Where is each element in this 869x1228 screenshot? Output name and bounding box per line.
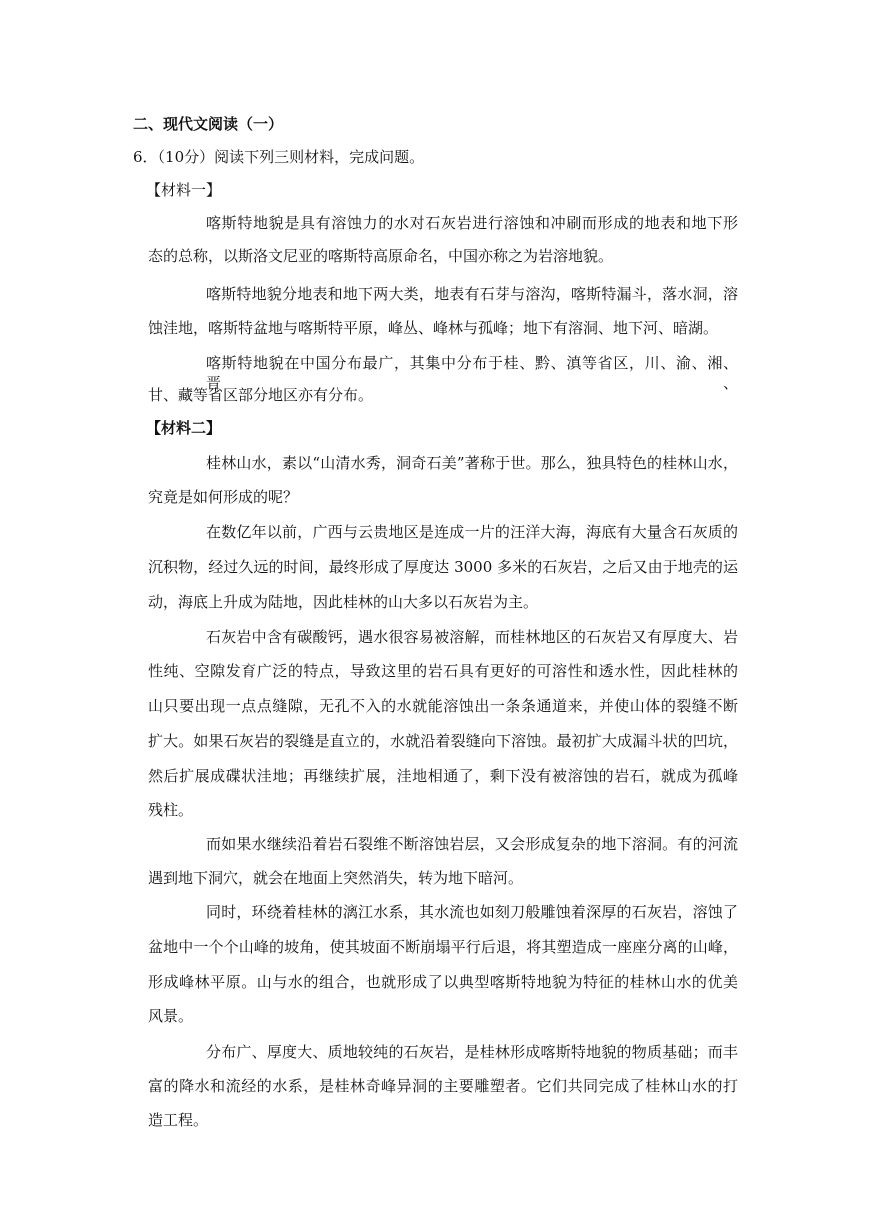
material2-p3-line4: 扩大。如果石灰岩的裂缝是直立的，水就沿着裂缝向下溶蚀。最初扩大成漏斗状的凹坑， bbox=[148, 732, 738, 750]
material2-p5-line2: 盆地中一个个山峰的坡角，使其坡面不断崩塌平行后退，将其塑造成一座座分离的山峰， bbox=[148, 938, 738, 956]
material2-p5-line3: 形成峰林平原。山与水的组合，也就形成了以典型喀斯特地貌为特征的桂林山水的优美 bbox=[148, 973, 738, 991]
material2-p6-line2: 富的降水和流经的水系，是桂林奇峰异洞的主要雕塑者。它们共同完成了桂林山水的打 bbox=[148, 1077, 738, 1095]
material2-p1-line1: 桂林山水，素以“山清水秀，洞奇石美”著称于世。那么，独具特色的桂林山水， bbox=[206, 454, 738, 472]
material2-p6-line1: 分布广、厚度大、质地较纯的石灰岩，是桂林形成喀斯特地貌的物质基础；而丰 bbox=[206, 1043, 738, 1061]
section-title: 二、现代文阅读（一） bbox=[133, 115, 284, 133]
question-header: 6．（10分）阅读下列三则材料，完成问题。 bbox=[133, 148, 425, 166]
material2-p2-line3: 动，海底上升成为陆地，因此桂林的山大多以石灰岩为主。 bbox=[148, 593, 539, 611]
material2-p2-line2: 沉积物，经过久远的时间，最终形成了厚度达 3000 多米的石灰岩，之后又由于地壳的运 bbox=[148, 558, 738, 576]
material2-p3-line6: 残柱。 bbox=[148, 801, 194, 819]
material2-label: 【材料二】 bbox=[146, 419, 222, 437]
material2-p6-line3: 造工程。 bbox=[148, 1111, 209, 1129]
material1-p2-line1: 喀斯特地貌分地表和地下两大类，地表有石芽与溶沟，喀斯特漏斗，落水洞，溶 bbox=[206, 285, 738, 303]
material1-p1-line2: 态的总称，以斯洛文尼亚的喀斯特高原命名，中国亦称之为岩溶地貌。 bbox=[148, 247, 614, 265]
material1-label: 【材料一】 bbox=[146, 181, 222, 199]
material2-p5-line1: 同时，环绕着桂林的漓江水系，其水流也如刻刀般雕蚀着深厚的石灰岩，溶蚀了 bbox=[206, 903, 738, 921]
material2-p3-line5: 然后扩展成碟状洼地；再继续扩展，洼地相通了，剩下没有被溶蚀的岩石，就成为孤峰 bbox=[148, 767, 738, 785]
material2-p5-line4: 风景。 bbox=[148, 1007, 194, 1025]
material2-p3-line1: 石灰岩中含有碳酸钙，遇水很容易被溶解，而桂林地区的石灰岩又有厚度大、岩 bbox=[206, 628, 738, 646]
material1-p3-line1: 喀斯特地貌在中国分布最广，其集中分布于桂、黔、滇等省区，川、渝、湘、晋、 bbox=[206, 354, 738, 392]
material2-p3-line2: 性纯、空隙发育广泛的特点，导致这里的岩石具有更好的可溶性和透水性，因此桂林的 bbox=[148, 662, 738, 680]
material1-p3-line2: 甘、藏等省区部分地区亦有分布。 bbox=[148, 386, 374, 404]
material2-p4-line2: 遇到地下洞穴，就会在地面上突然消失，转为地下暗河。 bbox=[148, 869, 524, 887]
material2-p3-line3: 山只要出现一点点缝隙，无孔不入的水就能溶蚀出一条条通道来，并使山体的裂缝不断 bbox=[148, 697, 738, 715]
material1-p1-line1: 喀斯特地貌是具有溶蚀力的水对石灰岩进行溶蚀和冲刷而形成的地表和地下形 bbox=[206, 214, 738, 232]
material1-p2-line2: 蚀洼地，喀斯特盆地与喀斯特平原，峰丛、峰林与孤峰；地下有溶洞、地下河、暗湖。 bbox=[148, 319, 719, 337]
material2-p2-line1: 在数亿年以前，广西与云贵地区是连成一片的汪洋大海，海底有大量含石灰质的 bbox=[206, 523, 738, 541]
material2-p1-line2: 究竟是如何形成的呢？ bbox=[148, 488, 299, 506]
material2-p4-line1: 而如果水继续沿着岩石裂维不断溶蚀岩层，又会形成复杂的地下溶洞。有的河流 bbox=[206, 835, 738, 853]
